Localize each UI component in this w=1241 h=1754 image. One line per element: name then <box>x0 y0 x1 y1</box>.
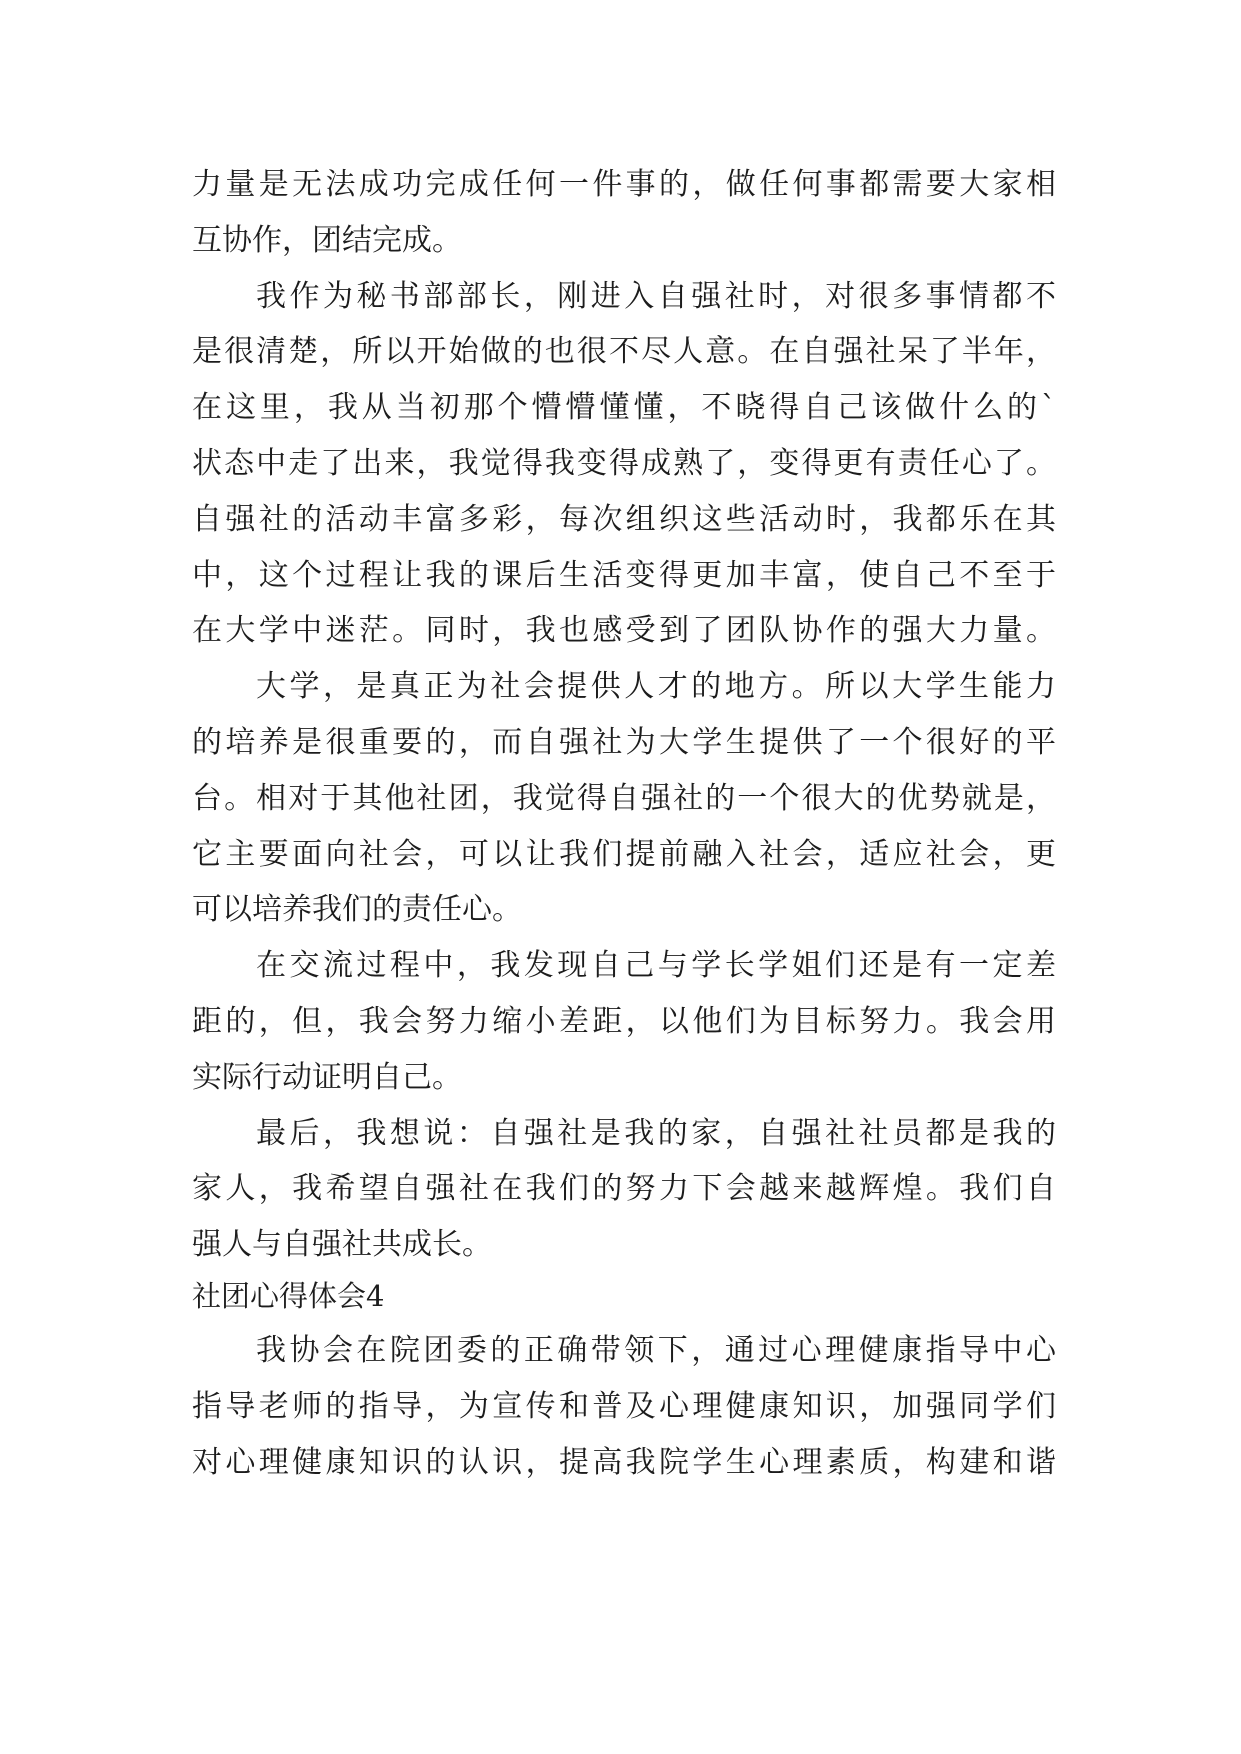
text-line: 可以培养我们的责任心。 <box>192 892 522 928</box>
text-line: 它主要面向社会，可以让我们提前融入社会，适应社会，更 <box>192 836 1056 872</box>
text-line: 指导老师的指导，为宣传和普及心理健康知识，加强同学们 <box>192 1388 1056 1424</box>
text-line: 互协作，团结完成。 <box>192 222 462 258</box>
section-heading: 社团心得体会4 <box>192 1278 385 1313</box>
text-line: 在这里，我从当初那个懵懵懂懂，不晓得自己该做什么的` <box>192 390 1056 426</box>
text-line: 对心理健康知识的认识，提高我院学生心理素质，构建和谐 <box>192 1444 1056 1480</box>
text-line: 状态中走了出来，我觉得我变得成熟了，变得更有责任心了。 <box>192 445 1056 481</box>
paragraph <box>192 269 1056 660</box>
document-body <box>192 157 1056 1490</box>
text-line: 最后，我想说：自强社是我的家，自强社社员都是我的 <box>256 1115 1056 1151</box>
text-line: 中，这个过程让我的课后生活变得更加丰富，使自己不至于 <box>192 557 1056 593</box>
text-line: 我协会在院团委的正确带领下，通过心理健康指导中心 <box>256 1332 1056 1368</box>
paragraph <box>192 1106 1056 1273</box>
text-line: 强人与自强社共成长。 <box>192 1227 492 1263</box>
paragraph <box>192 1323 1056 1490</box>
text-line: 力量是无法成功完成任何一件事的，做任何事都需要大家相 <box>192 167 1056 202</box>
paragraph <box>192 659 1056 938</box>
text-line: 是很清楚，所以开始做的也很不尽人意。在自强社呆了半年， <box>192 334 1056 370</box>
text-line: 我作为秘书部部长，刚进入自强社时，对很多事情都不 <box>256 278 1056 314</box>
text-line: 大学，是真正为社会提供人才的地方。所以大学生能力 <box>256 669 1056 705</box>
paragraph <box>192 157 1056 269</box>
paragraph <box>192 938 1056 1105</box>
text-line: 家人，我希望自强社在我们的努力下会越来越辉煌。我们自 <box>192 1171 1056 1207</box>
text-line: 自强社的活动丰富多彩，每次组织这些活动时，我都乐在其 <box>192 501 1056 537</box>
text-line: 在交流过程中，我发现自己与学长学姐们还是有一定差 <box>256 948 1056 984</box>
text-line: 距的，但，我会努力缩小差距，以他们为目标努力。我会用 <box>192 1003 1056 1039</box>
text-line: 台。相对于其他社团，我觉得自强社的一个很大的优势就是， <box>192 780 1056 816</box>
text-line: 的培养是很重要的，而自强社为大学生提供了一个很好的平 <box>192 724 1056 760</box>
text-line: 实际行动证明自己。 <box>192 1059 462 1095</box>
text-line: 在大学中迷茫。同时，我也感受到了团队协作的强大力量。 <box>192 613 1056 649</box>
